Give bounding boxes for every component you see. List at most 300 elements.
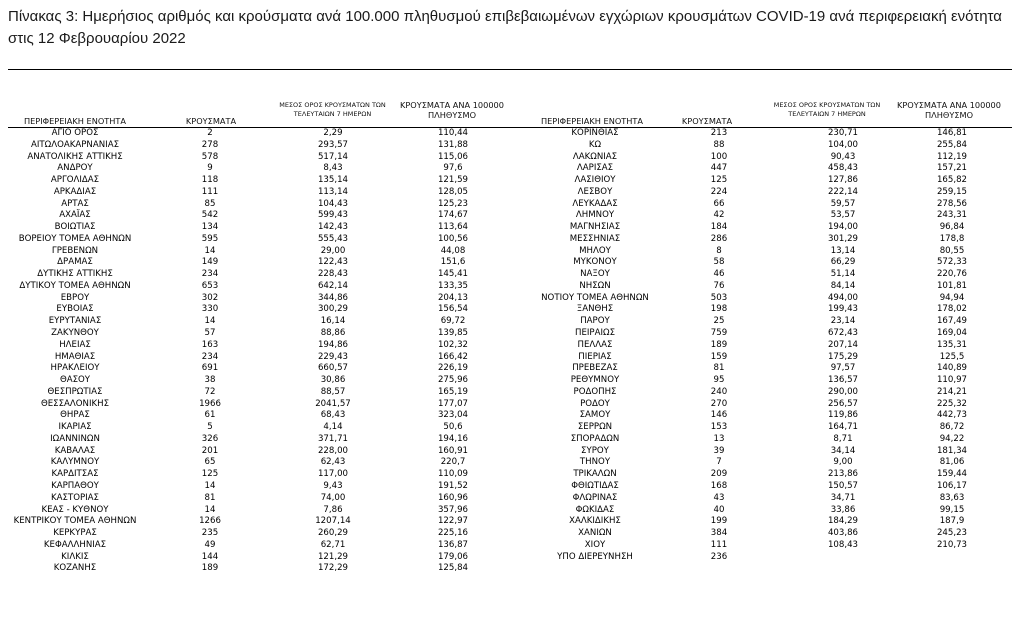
table-row — [512, 410, 1024, 422]
cell-avg: 228,00 — [317, 445, 349, 456]
cell-name: ΘΑΣΟΥ — [59, 375, 91, 386]
cell-name: ΚΩ — [588, 139, 602, 150]
cell-per: 220,7 — [440, 457, 466, 468]
cell-cases: 234 — [201, 269, 219, 280]
table-row — [512, 257, 1024, 269]
cell-avg: 555,43 — [317, 233, 349, 244]
table-row — [512, 199, 1024, 211]
cell-name: ΚΕΦΑΛΛΗΝΙΑΣ — [43, 539, 107, 550]
table-row — [512, 234, 1024, 246]
cell-avg: 59,57 — [830, 198, 856, 209]
cell-cases: 213 — [710, 128, 728, 138]
cell-avg: 135,14 — [317, 175, 349, 186]
cell-per: 255,84 — [936, 139, 968, 150]
cell-cases: 503 — [710, 292, 728, 303]
cell-per: 181,34 — [936, 445, 968, 456]
table-row — [512, 457, 1024, 469]
cell-avg: 300,29 — [317, 304, 349, 315]
cell-cases: 159 — [710, 351, 728, 362]
table-row — [0, 375, 512, 387]
cell-cases: 278 — [201, 139, 219, 150]
right-table — [512, 128, 1024, 563]
table-row — [0, 140, 512, 152]
cell-avg: 371,71 — [317, 433, 349, 444]
table-row — [512, 505, 1024, 517]
cell-per: 94,94 — [939, 292, 965, 303]
table-row — [0, 199, 512, 211]
table-row — [512, 375, 1024, 387]
cell-cases: 168 — [710, 480, 728, 491]
cell-cases: 85 — [204, 198, 216, 209]
cell-cases: 14 — [204, 480, 216, 491]
cell-per: 177,07 — [437, 398, 469, 409]
cell-name: ΧΙΟΥ — [584, 539, 606, 550]
cell-avg: 672,43 — [827, 328, 859, 339]
cell-name: ΒΟΙΩΤΙΑΣ — [54, 222, 96, 233]
table-row — [0, 281, 512, 293]
cell-per: 69,72 — [440, 316, 466, 327]
cell-avg: 172,29 — [317, 563, 349, 574]
cell-avg: 301,29 — [827, 233, 859, 244]
cell-name: ΚΙΛΚΙΣ — [61, 551, 89, 562]
cell-cases: 40 — [713, 504, 725, 515]
cell-per: 102,32 — [437, 339, 469, 350]
cell-per: 442,73 — [936, 410, 968, 421]
top-rule — [8, 69, 1012, 70]
cell-avg: 62,43 — [320, 457, 346, 468]
table-row — [512, 399, 1024, 411]
table-row — [512, 540, 1024, 552]
cell-name: ΑΧΑΪΑΣ — [59, 210, 91, 221]
cell-avg: 199,43 — [827, 304, 859, 315]
cell-per: 278,56 — [936, 198, 968, 209]
cell-cases: 595 — [201, 233, 219, 244]
cell-cases: 198 — [710, 304, 728, 315]
cell-cases: 125 — [201, 469, 219, 480]
cell-cases: 14 — [204, 245, 216, 256]
table-row — [512, 222, 1024, 234]
table-row — [512, 304, 1024, 316]
cell-avg: 23,14 — [830, 316, 856, 327]
cell-avg: 117,00 — [317, 469, 349, 480]
cell-per: 121,59 — [437, 175, 469, 186]
cell-per: 110,09 — [437, 469, 469, 480]
cell-per: 94,22 — [939, 433, 965, 444]
cell-per: 243,31 — [936, 210, 968, 221]
cell-cases: 81 — [204, 492, 216, 503]
cell-name: ΡΟΔΟΥ — [580, 398, 610, 409]
cell-name: ΠΑΡΟΥ — [580, 316, 610, 327]
cell-avg: 599,43 — [317, 210, 349, 221]
cell-cases: 7 — [716, 457, 722, 468]
cell-name: ΚΑΒΑΛΑΣ — [54, 445, 96, 456]
cell-cases: 578 — [201, 151, 219, 162]
cell-cases: 144 — [201, 551, 219, 562]
cell-cases: 95 — [713, 375, 725, 386]
cell-cases: 111 — [710, 539, 728, 550]
cell-per: 357,96 — [437, 504, 469, 515]
cell-name: ΛΕΣΒΟΥ — [577, 186, 613, 197]
cell-per: 125,84 — [437, 563, 469, 574]
cell-cases: 759 — [710, 328, 728, 339]
cell-name: ΞΑΝΘΗΣ — [576, 304, 614, 315]
table-row — [512, 316, 1024, 328]
cell-cases: 270 — [710, 398, 728, 409]
cell-avg: 66,29 — [830, 257, 856, 268]
cell-per: 275,96 — [437, 375, 469, 386]
cell-per: 125,5 — [939, 351, 965, 362]
cell-per: 139,85 — [437, 328, 469, 339]
cell-name: ΗΜΑΘΙΑΣ — [54, 351, 96, 362]
table-row — [0, 163, 512, 175]
table-row — [0, 328, 512, 340]
cell-per: 194,16 — [437, 433, 469, 444]
cell-cases: 236 — [710, 551, 728, 562]
cell-avg: 13,14 — [830, 245, 856, 256]
cell-name: ΚΑΡΠΑΘΟΥ — [51, 480, 99, 491]
cell-name: ΡΟΔΟΠΗΣ — [573, 386, 617, 397]
cell-per: 204,13 — [437, 292, 469, 303]
cell-avg: 88,86 — [320, 328, 346, 339]
cell-cases: 125 — [710, 175, 728, 186]
cell-avg: 108,43 — [827, 539, 859, 550]
cell-cases: 240 — [710, 386, 728, 397]
cell-cases: 199 — [710, 516, 728, 527]
cell-per: 81,06 — [939, 457, 965, 468]
cell-cases: 234 — [201, 351, 219, 362]
cell-avg: 229,43 — [317, 351, 349, 362]
cell-cases: 542 — [201, 210, 219, 221]
cell-avg: 136,57 — [827, 375, 859, 386]
cell-avg: 68,43 — [320, 410, 346, 421]
table-row — [512, 469, 1024, 481]
cell-cases: 447 — [710, 163, 728, 174]
cell-avg: 2041,57 — [315, 398, 351, 409]
table-row — [0, 175, 512, 187]
cell-avg: 175,29 — [827, 351, 859, 362]
cell-per: 179,06 — [437, 551, 469, 562]
cell-name: ΛΑΚΩΝΙΑΣ — [572, 151, 618, 162]
cell-name: ΚΕΡΚΥΡΑΣ — [53, 528, 97, 539]
cell-name: ΤΡΙΚΑΛΩΝ — [573, 469, 617, 480]
cell-avg: 213,86 — [827, 469, 859, 480]
cell-avg: 62,71 — [320, 539, 346, 550]
cell-per: 122,97 — [437, 516, 469, 527]
cell-avg: 104,43 — [317, 198, 349, 209]
table-caption: Πίνακας 3: Ημερήσιος αριθμός και κρούσματα ανά 100.000 πληθυσμού επιβεβαιωμένων εγχώριων κρουσμάτων COVID-19 ανά περιφερειακή ενότητα στις 12 Φεβρουαρίου 2022 — [8, 8, 1002, 47]
cell-name: ΕΥΡΥΤΑΝΙΑΣ — [48, 316, 102, 327]
table-row — [0, 516, 512, 528]
table-row — [0, 434, 512, 446]
cell-avg: 142,43 — [317, 222, 349, 233]
cell-avg: 458,43 — [827, 163, 859, 174]
cell-avg: 97,57 — [830, 363, 856, 374]
cell-cases: 153 — [710, 422, 728, 433]
cell-per: 245,23 — [936, 528, 968, 539]
cell-avg: 517,14 — [317, 151, 349, 162]
cell-per: 160,96 — [437, 492, 469, 503]
cell-per: 112,19 — [936, 151, 968, 162]
table-row — [0, 152, 512, 164]
table-row — [0, 505, 512, 517]
cell-name: ΑΡΓΟΛΙΔΑΣ — [50, 175, 100, 186]
cell-name: ΕΥΒΟΙΑΣ — [56, 304, 94, 315]
cell-name: ΠΕΛΛΑΣ — [577, 339, 613, 350]
cell-name: ΤΗΝΟΥ — [579, 457, 611, 468]
cell-cases: 13 — [713, 433, 725, 444]
cell-name: ΡΕΘΥΜΝΟΥ — [570, 375, 620, 386]
cell-cases: 46 — [713, 269, 725, 280]
table-row — [0, 304, 512, 316]
cell-name: ΦΛΩΡΙΝΑΣ — [572, 492, 618, 503]
cell-name: ΧΑΛΚΙΔΙΚΗΣ — [569, 516, 621, 527]
header-avg-right: ΜΕΣΟΣ ΟΡΟΣ ΚΡΟΥΣΜΑΤΩΝ ΤΩΝ ΤΕΛΕΥΤΑΙΩΝ 7 ΗΜΕΡΩΝ — [773, 101, 881, 118]
table-row — [0, 457, 512, 469]
cell-per: 106,17 — [936, 480, 968, 491]
table-row — [0, 552, 512, 564]
cell-cases: 189 — [710, 339, 728, 350]
cell-avg: 660,57 — [317, 363, 349, 374]
cell-name: ΠΡΕΒΕΖΑΣ — [572, 363, 618, 374]
cell-avg: 290,00 — [827, 386, 859, 397]
cell-cases: 2 — [207, 128, 213, 138]
cell-cases: 9 — [207, 163, 213, 174]
cell-avg: 34,14 — [830, 445, 856, 456]
cell-cases: 43 — [713, 492, 725, 503]
cell-cases: 49 — [204, 539, 216, 550]
cell-name: ΜΕΣΣΗΝΙΑΣ — [569, 233, 621, 244]
table-row — [0, 563, 512, 575]
cell-per: 174,67 — [437, 210, 469, 221]
cell-per: 165,19 — [437, 386, 469, 397]
cell-name: ΔΥΤΙΚΗΣ ΑΤΤΙΚΗΣ — [37, 269, 113, 280]
cell-avg: 4,14 — [323, 422, 343, 433]
cell-per: 86,72 — [939, 422, 965, 433]
cell-cases: 38 — [204, 375, 216, 386]
table-row — [0, 469, 512, 481]
cell-cases: 100 — [710, 151, 728, 162]
cell-per: 225,32 — [936, 398, 968, 409]
cell-name: ΗΛΕΙΑΣ — [59, 339, 91, 350]
cell-avg: 207,14 — [827, 339, 859, 350]
cell-per: 128,05 — [437, 186, 469, 197]
cell-avg: 84,14 — [830, 280, 856, 291]
table-row — [0, 246, 512, 258]
table-row — [512, 328, 1024, 340]
cell-cases: 330 — [201, 304, 219, 315]
cell-cases: 57 — [204, 328, 216, 339]
cell-avg: 113,14 — [317, 186, 349, 197]
cell-name: ΛΕΥΚΑΔΑΣ — [572, 198, 618, 209]
header-per100k-left: ΚΡΟΥΣΜΑΤΑ ΑΝΑ 100000 ΠΛΗΘΥΣΜΟ — [400, 100, 504, 120]
table-row — [0, 446, 512, 458]
cell-name: ΑΡΤΑΣ — [61, 198, 89, 209]
table-row — [512, 387, 1024, 399]
cell-per: 97,6 — [443, 163, 463, 174]
cell-cases: 209 — [710, 469, 728, 480]
cell-cases: 25 — [713, 316, 725, 327]
cell-name: ΠΙΕΡΙΑΣ — [578, 351, 612, 362]
cell-cases: 691 — [201, 363, 219, 374]
cell-avg: 9,43 — [323, 480, 343, 491]
table-row — [0, 422, 512, 434]
table-row — [512, 446, 1024, 458]
cell-name: ΓΡΕΒΕΝΩΝ — [51, 245, 99, 256]
table-row — [0, 128, 512, 140]
cell-name: ΣΕΡΡΩΝ — [577, 422, 613, 433]
cell-cases: 42 — [713, 210, 725, 221]
cell-per: 100,56 — [437, 233, 469, 244]
cell-avg: 1207,14 — [315, 516, 351, 527]
cell-cases: 235 — [201, 528, 219, 539]
cell-per: 136,87 — [437, 539, 469, 550]
cell-cases: 14 — [204, 316, 216, 327]
cell-per: 146,81 — [936, 128, 968, 138]
cell-name: ΛΗΜΝΟΥ — [575, 210, 615, 221]
cell-per: 80,55 — [939, 245, 965, 256]
table-row — [512, 293, 1024, 305]
cell-avg: 7,86 — [323, 504, 343, 515]
cell-avg: 230,71 — [827, 128, 859, 138]
cell-name: ΥΠΟ ΔΙΕΡΕΥΝΗΣΗ — [557, 551, 633, 562]
cell-per: 214,21 — [936, 386, 968, 397]
cell-per: 145,41 — [437, 269, 469, 280]
table-row — [0, 234, 512, 246]
table-row — [0, 340, 512, 352]
table-row — [512, 269, 1024, 281]
cell-per: 156,54 — [437, 304, 469, 315]
cell-cases: 384 — [710, 528, 728, 539]
cell-cases: 163 — [201, 339, 219, 350]
cell-avg: 88,57 — [320, 386, 346, 397]
cell-name: ΘΕΣΣΑΛΟΝΙΚΗΣ — [40, 398, 110, 409]
cell-name: ΗΡΑΚΛΕΙΟΥ — [50, 363, 100, 374]
cell-avg: 74,00 — [320, 492, 346, 503]
cell-cases: 81 — [713, 363, 725, 374]
table-row — [512, 422, 1024, 434]
cell-per: 110,97 — [936, 375, 968, 386]
cell-avg: 29,00 — [320, 245, 346, 256]
cell-cases: 118 — [201, 175, 219, 186]
cell-per: 169,04 — [936, 328, 968, 339]
table-row — [0, 410, 512, 422]
cell-name: ΑΡΚΑΔΙΑΣ — [53, 186, 97, 197]
cell-name: ΧΑΝΙΩΝ — [578, 528, 612, 539]
cell-name: ΔΡΑΜΑΣ — [57, 257, 93, 268]
cell-per: 178,8 — [939, 233, 965, 244]
cell-name: ΛΑΣΙΘΙΟΥ — [574, 175, 616, 186]
table-row — [0, 528, 512, 540]
cell-name: ΘΗΡΑΣ — [60, 410, 90, 421]
table-row — [512, 175, 1024, 187]
cell-per: 135,31 — [936, 339, 968, 350]
cell-cases: 1966 — [199, 398, 221, 409]
cell-cases: 8 — [716, 245, 722, 256]
cell-cases: 302 — [201, 292, 219, 303]
cell-name: ΣΥΡΟΥ — [581, 445, 609, 456]
cell-per: 110,44 — [437, 128, 469, 138]
cell-cases: 1266 — [199, 516, 221, 527]
cell-name: ΑΝΔΡΟΥ — [57, 163, 93, 174]
cell-name: ΑΝΑΤΟΛΙΚΗΣ ΑΤΤΙΚΗΣ — [27, 151, 123, 162]
cell-avg: 119,86 — [827, 410, 859, 421]
header-cases-right: ΚΡΟΥΣΜΑΤΑ — [681, 116, 733, 126]
cell-per: 101,81 — [936, 280, 968, 291]
cell-per: 323,04 — [437, 410, 469, 421]
cell-avg: 642,14 — [317, 280, 349, 291]
cell-per: 133,35 — [437, 280, 469, 291]
cell-per: 96,84 — [939, 222, 965, 233]
table-row — [512, 187, 1024, 199]
cell-name: ΚΑΛΥΜΝΟΥ — [50, 457, 100, 468]
cell-avg: 122,43 — [317, 257, 349, 268]
cell-cases: 653 — [201, 280, 219, 291]
cell-cases: 65 — [204, 457, 216, 468]
cell-per: 83,63 — [939, 492, 965, 503]
cell-name: ΕΒΡΟΥ — [60, 292, 90, 303]
cell-avg: 90,43 — [830, 151, 856, 162]
table-row — [512, 552, 1024, 564]
table-row — [0, 363, 512, 375]
cell-name: ΣΠΟΡΑΔΩΝ — [570, 433, 620, 444]
table-row — [0, 222, 512, 234]
cell-name: ΚΕΝΤΡΙΚΟΥ ΤΟΜΕΑ ΑΘΗΝΩΝ — [13, 516, 137, 527]
cell-name: ΛΑΡΙΣΑΣ — [576, 163, 614, 174]
table-row — [0, 493, 512, 505]
cell-per: 187,9 — [939, 516, 965, 527]
table-row — [0, 187, 512, 199]
header-avg-left: ΜΕΣΟΣ ΟΡΟΣ ΚΡΟΥΣΜΑΤΩΝ ΤΩΝ ΤΕΛΕΥΤΑΙΩΝ 7 ΗΜΕΡΩΝ — [279, 101, 386, 118]
cell-name: ΚΕΑΣ - ΚΥΘΝΟΥ — [41, 504, 109, 515]
cell-cases: 5 — [207, 422, 213, 433]
cell-name: ΦΘΙΩΤΙΔΑΣ — [571, 480, 619, 491]
cell-avg: 8,71 — [833, 433, 853, 444]
cell-name: ΙΚΑΡΙΑΣ — [58, 422, 92, 433]
cell-cases: 76 — [713, 280, 725, 291]
table-row — [512, 363, 1024, 375]
cell-per: 159,44 — [936, 469, 968, 480]
table-row — [512, 281, 1024, 293]
cell-name: ΚΑΡΔΙΤΣΑΣ — [51, 469, 99, 480]
cell-avg: 260,29 — [317, 528, 349, 539]
table-row — [0, 210, 512, 222]
table-row — [0, 399, 512, 411]
cell-cases: 14 — [204, 504, 216, 515]
cell-per: 131,88 — [437, 139, 469, 150]
table-row — [0, 540, 512, 552]
table-row — [512, 140, 1024, 152]
cell-per: 99,15 — [939, 504, 965, 515]
cell-name: ΒΟΡΕΙΟΥ ΤΟΜΕΑ ΑΘΗΝΩΝ — [18, 233, 132, 244]
cell-avg: 228,43 — [317, 269, 349, 280]
table-row — [512, 434, 1024, 446]
cell-cases: 224 — [710, 186, 728, 197]
cell-avg: 194,86 — [317, 339, 349, 350]
cell-name: ΑΓΙΟ ΟΡΟΣ — [51, 128, 99, 138]
cell-cases: 326 — [201, 433, 219, 444]
cell-per: 178,02 — [936, 304, 968, 315]
cell-per: 572,33 — [936, 257, 968, 268]
cell-avg: 184,29 — [827, 516, 859, 527]
table-row — [0, 316, 512, 328]
cell-name: ΝΟΤΙΟΥ ΤΟΜΕΑ ΑΘΗΝΩΝ — [541, 292, 649, 303]
cell-name: ΚΑΣΤΟΡΙΑΣ — [51, 492, 99, 503]
header-region-right: ΠΕΡΙΦΕΡΕΙΑΚΗ ΕΝΟΤΗΤΑ — [540, 116, 644, 126]
table-row — [512, 152, 1024, 164]
cell-per: 160,91 — [437, 445, 469, 456]
cell-avg: 127,86 — [827, 175, 859, 186]
cell-cases: 61 — [204, 410, 216, 421]
